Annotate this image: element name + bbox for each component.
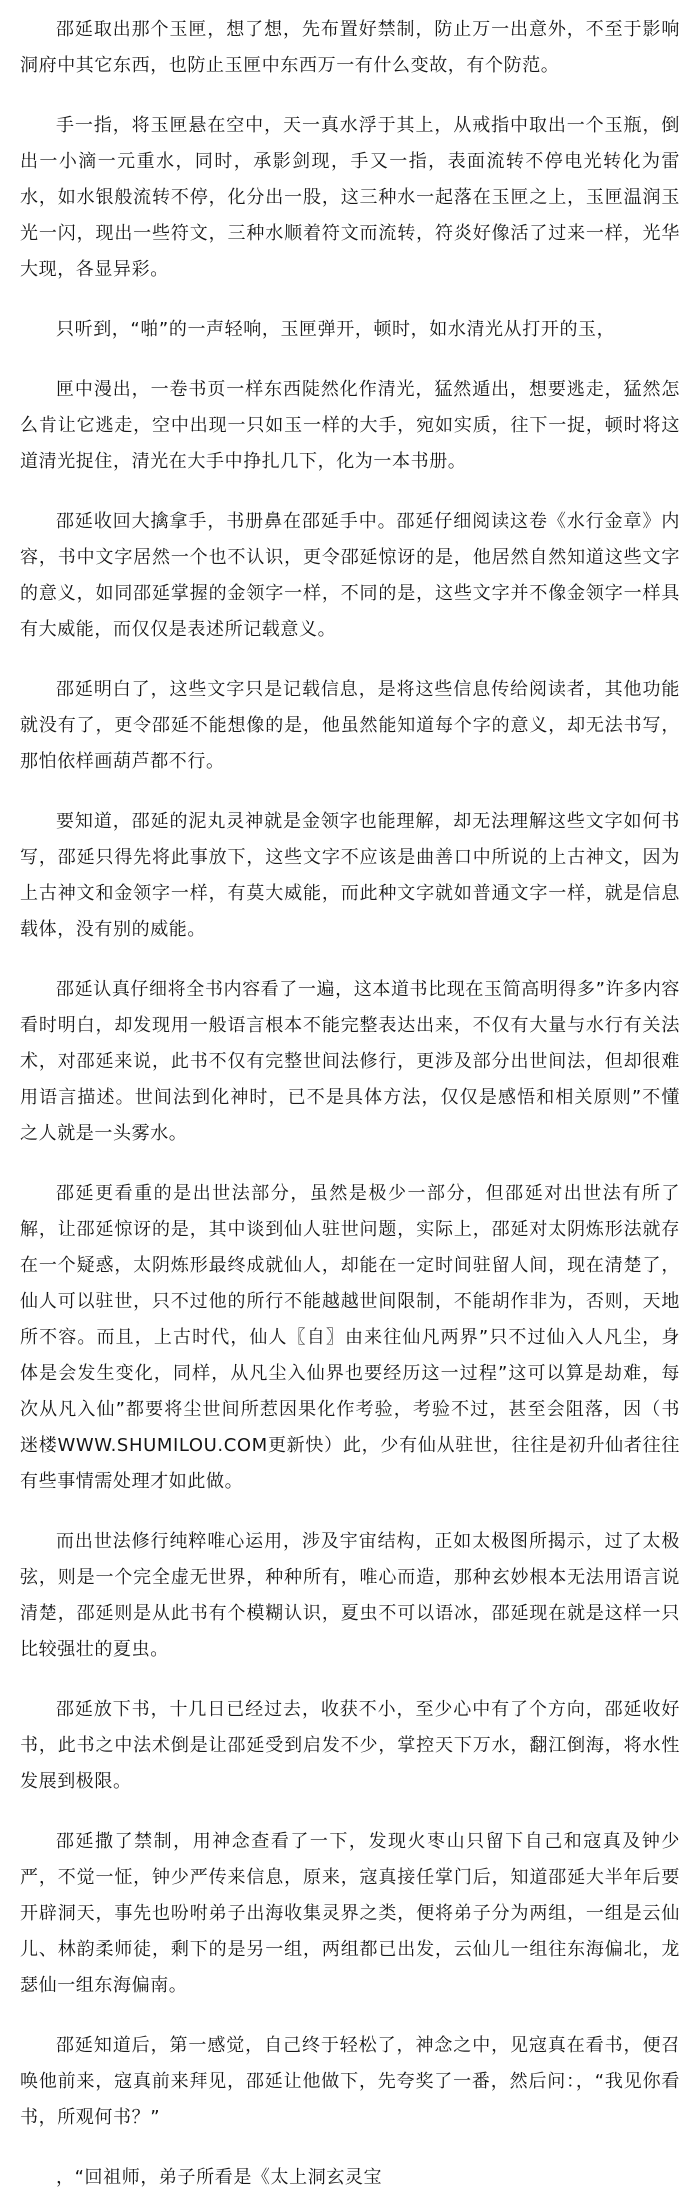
paragraph: 邵延放下书，十几日已经过去，收获不小，至少心中有了个方向，邵延收好书，此书之中法术倒是让邵延受到启发不少，掌控天下万水，翻江倒海，将水性发展到极限。	[20, 1699, 680, 1792]
paragraph: 邵延认真仔细将全书内容看了一遍，这本道书比现在玉简高明得多”许多内容看时明白，却发现用一般语言根本不能完整表达出来，不仅有大量与水行有关法术，对邵延来说，此书不仅有完整世间法修行，更涉及部分出世间法，但却很难用语言描述。世间法到化神时，已不是具体方法，仅仅是感悟和相关原则”不懂之人就是一头雾水。	[20, 979, 680, 1144]
paragraph: 邵延知道后，第一感觉，自己终于轻松了，神念之中，见寇真在看书，便召唤他前来，寇真前来拜见，邵延让他做下，先夸奖了一番，然后问：，“我见你看书，所观何书？”	[20, 2035, 680, 2128]
paragraph: 邵延更看重的是出世法部分，虽然是极少一部分，但邵延对出世法有所了解，让邵延惊讶的是，其中谈到仙人驻世问题，实际上，邵延对太阴炼形法就存在一个疑惑，太阴炼形最终成就仙人，却能在一定时间驻留人间，现在清楚了，仙人可以驻世，只不过他的所行不能越越世间限制，不能胡作非为，否则，天地所不容。而且，上古时代，仙人〖自〗由来往仙凡两界”只不过仙入人凡尘，身体是会发生变化，同样，从凡尘入仙界也要经历这一过程”这可以算是劫难，每次从凡入仙”都要将尘世间所惹因果化作考验，考验不过，甚至会阻落，因（书迷楼WWW.SHUMILOU.COM更新快）此，少有仙从驻世，往往是初升仙者往往有些事情需处理才如此做。	[20, 1183, 680, 1492]
paragraph: ，“回祖师，弟子所看是《太上洞玄灵宝	[56, 2167, 383, 2188]
paragraph: 邵延撒了禁制，用神念查看了一下，发现火枣山只留下自己和寇真及钟少严，不觉一怔，钟少严传来信息，原来，寇真接任掌门后，知道邵延大半年后要开辟洞天，事先也吩咐弟子出海收集灵界之类，便将弟子分为两组，一组是云仙儿、林韵柔师徒，剩下的是另一组，两组都已出发，云仙儿一组往东海偏北，龙瑟仙一组东海偏南。	[20, 1831, 680, 1996]
paragraph: 邵延明白了，这些文字只是记载信息，是将这些信息传给阅读者，其他功能就没有了，更令邵延不能想像的是，他虽然能知道每个字的意义，却无法书写，那怕依样画葫芦都不行。	[20, 679, 680, 772]
paragraph: 要知道，邵延的泥丸灵神就是金领字也能理解，却无法理解这些文字如何书写，邵延只得先将此事放下，这些文字不应该是曲善口中所说的上古神文，因为上古神文和金领字一样，有莫大威能，而此种文字就如普通文字一样，就是信息载体，没有别的威能。	[20, 811, 680, 940]
paragraph: 邵延取出那个玉匣，想了想，先布置好禁制，防止万一出意外，不至于影响洞府中其它东西，也防止玉匣中东西万一有什么变故，有个防范。	[20, 19, 680, 76]
paragraph: 匣中漫出，一卷书页一样东西陡然化作清光，猛然遁出，想要逃走，猛然怎么肯让它逃走，空中出现一只如玉一样的大手，宛如实质，往下一捉，顿时将这道清光捉住，清光在大手中挣扎几下，化为一本书册。	[20, 379, 680, 472]
paragraph: 只听到，“啪”的一声轻响，玉匣弹开，顿时，如水清光从打开的玉，	[56, 319, 616, 340]
paragraph: 手一指，将玉匣悬在空中，天一真水浮于其上，从戒指中取出一个玉瓶，倒出一小滴一元重水，同时，承影剑现，手又一指，表面流转不停电光转化为雷水，如水银般流转不停，化分出一股，这三种水一起落在玉匣之上，玉匣温润玉光一闪，现出一些符文，三种水顺着符文而流转，符炎好像活了过来一样，光华大现，各显异彩。	[20, 115, 680, 280]
paragraph: 邵延收回大擒拿手，书册鼻在邵延手中。邵延仔细阅读这卷《水行金章》内容，书中文字居然一个也不认识，更令邵延惊讶的是，他居然自然知道这些文字的意义，如同邵延掌握的金领字一样，不同的是，这些文字并不像金领字一样具有大威能，而仅仅是表述所记载意义。	[20, 511, 680, 640]
paragraph: 而出世法修行纯粹唯心运用，涉及宇宙结构，正如太极图所揭示，过了太极弦，则是一个完全虚无世界，种种所有，唯心而造，那种玄妙根本无法用语言说清楚，邵延则是从此书有个模糊认识，夏虫不可以语冰，邵延现在就是这样一只比较强壮的夏虫。	[20, 1531, 680, 1660]
